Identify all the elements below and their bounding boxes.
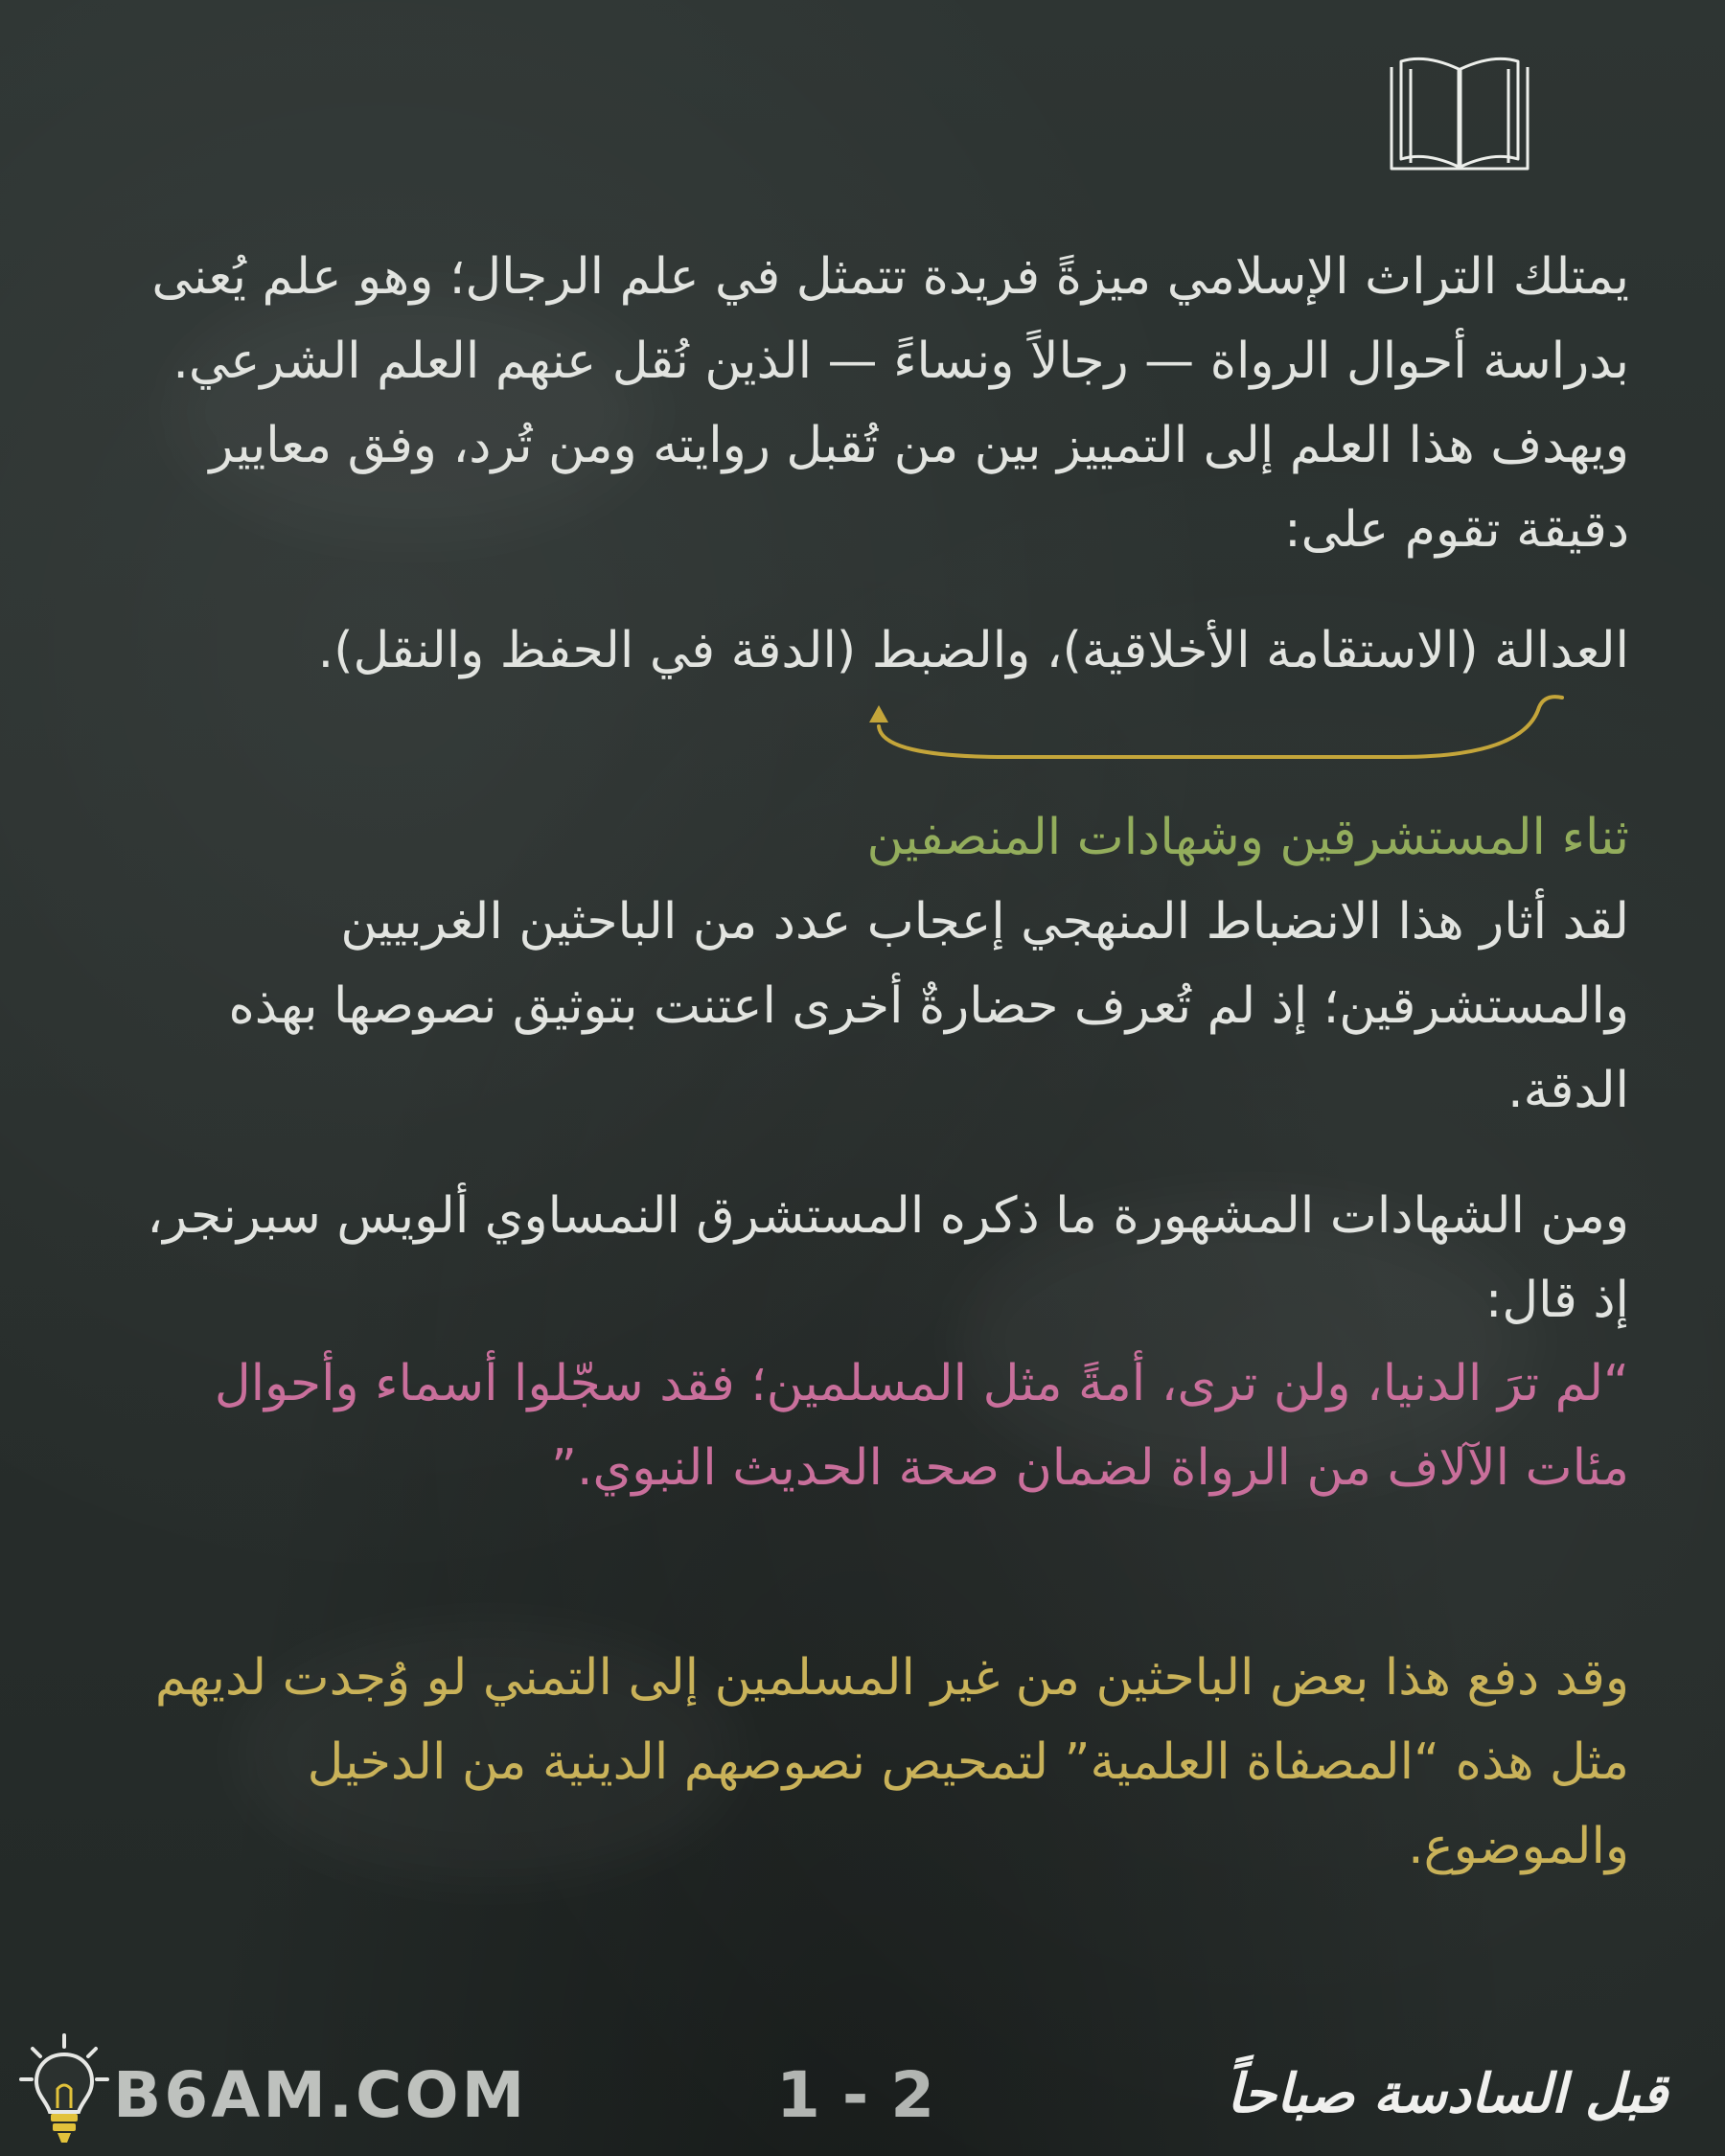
section-heading: ثناء المستشرقين وشهادات المنصفين	[866, 809, 1629, 866]
footer	[0, 2022, 1725, 2156]
page-indicator: 1 - 2	[776, 2058, 935, 2132]
light-bulb-icon	[19, 2031, 110, 2151]
sprenger-quote: “لم ترَ الدنيا، ولن ترى، أمةً مثل المسلمين؛ فقد سجّلوا أسماء وأحوال مئات الآلاف من الرواة لضمان صحة الحديث النبوي.”	[214, 1355, 1629, 1497]
site-name: B6AM.COM	[113, 2058, 528, 2132]
closing-paragraph: وقد دفع هذا بعض الباحثين من غير المسلمين إلى التمني لو وُجدت لديهم مثل هذه “المصفاة العلمية” لتمحيص نصوصهم الدينية من الدخيل والموضوع.	[154, 1649, 1629, 1875]
brand-slogan: قبل السادسة صباحاً	[1227, 2062, 1668, 2125]
testimony-intro: ومن الشهادات المشهورة ما ذكره المستشرق النمساوي ألويس سبرنجر، إذ قال:	[147, 1187, 1629, 1329]
open-book-icon	[1388, 48, 1531, 177]
curved-arrow-icon	[862, 690, 1572, 776]
intro-paragraph: يمتلك التراث الإسلامي ميزةً فريدة تتمثل في علم الرجال؛ وهو علم يُعنى بدراسة أحوال الرواة — رجالاً ونساءً — الذين نُقل عنهم العلم الشرعي. ويهدف هذا العلم إلى التمييز بين من تُقبل روايته ومن تُرد، وفق معايير دقيقة تقوم على:	[151, 248, 1629, 559]
orientalists-paragraph: لقد أثار هذا الانضباط المنهجي إعجاب عدد من الباحثين الغربيين والمستشرقين؛ إذ لم تُعرف حضارةٌ أخرى اعتنت بتوثيق نصوصها بهذه الدقة.	[228, 893, 1629, 1119]
criteria-line: العدالة (الاستقامة الأخلاقية)، والضبط (الدقة في الحفظ والنقل).	[317, 622, 1629, 679]
